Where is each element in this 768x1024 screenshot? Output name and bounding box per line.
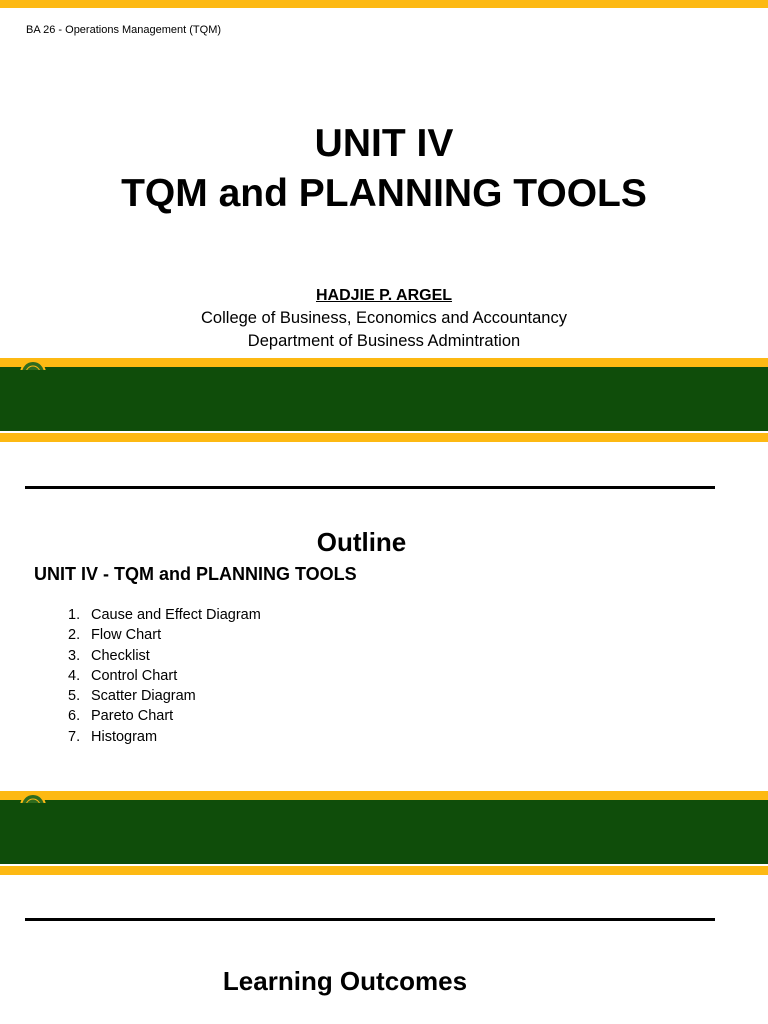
list-item-label: Pareto Chart — [91, 708, 174, 725]
footer-green-band — [0, 367, 768, 431]
divider-rule-2 — [25, 918, 715, 921]
list-item-label: Cause and Effect Diagram — [91, 607, 261, 623]
outline-heading: Outline — [316, 527, 407, 557]
top-gold-bar — [0, 0, 768, 8]
university-seal-icon — [20, 360, 46, 370]
list-item: 4. Control Chart — [68, 667, 178, 684]
university-seal-icon — [20, 793, 46, 803]
department-name: Department of Business Admintration — [247, 332, 521, 350]
list-item: 2. Flow Chart — [68, 627, 162, 644]
list-item: 6. Pareto Chart — [68, 708, 174, 725]
course-label: BA 26 - Operations Management (TQM) — [26, 24, 222, 36]
footer-gold-bar-bottom — [0, 433, 768, 442]
list-item: 7. Histogram — [68, 728, 158, 745]
title-line-1: UNIT IV — [314, 122, 454, 165]
title-line-2: TQM and PLANNING TOOLS — [121, 172, 647, 215]
footer-gold-bar-bottom-2 — [0, 866, 768, 875]
outline-list — [68, 605, 261, 747]
footer-green-band-2 — [0, 800, 768, 864]
list-item: 5. Scatter Diagram — [68, 688, 196, 705]
outline-unit-title: UNIT IV - TQM and PLANNING TOOLS — [34, 564, 357, 584]
list-item-label: Histogram — [91, 728, 158, 745]
footer-gold-bar-top — [0, 358, 768, 367]
college-name: College of Business, Economics and Accountancy — [201, 309, 567, 327]
list-item-label: Flow Chart — [91, 627, 162, 644]
list-item: 3. Checklist — [68, 647, 150, 664]
list-item-label: Control Chart — [91, 667, 178, 684]
learning-outcomes-heading: Learning Outcomes — [222, 966, 468, 996]
divider-rule — [25, 486, 715, 489]
list-item: 1. Cause and Effect Diagram — [68, 607, 261, 623]
list-item-label: Checklist — [91, 647, 150, 664]
author-name: HADJIE P. ARGEL — [315, 287, 453, 304]
list-item-label: Scatter Diagram — [91, 688, 196, 705]
footer-gold-bar-top-2 — [0, 791, 768, 800]
